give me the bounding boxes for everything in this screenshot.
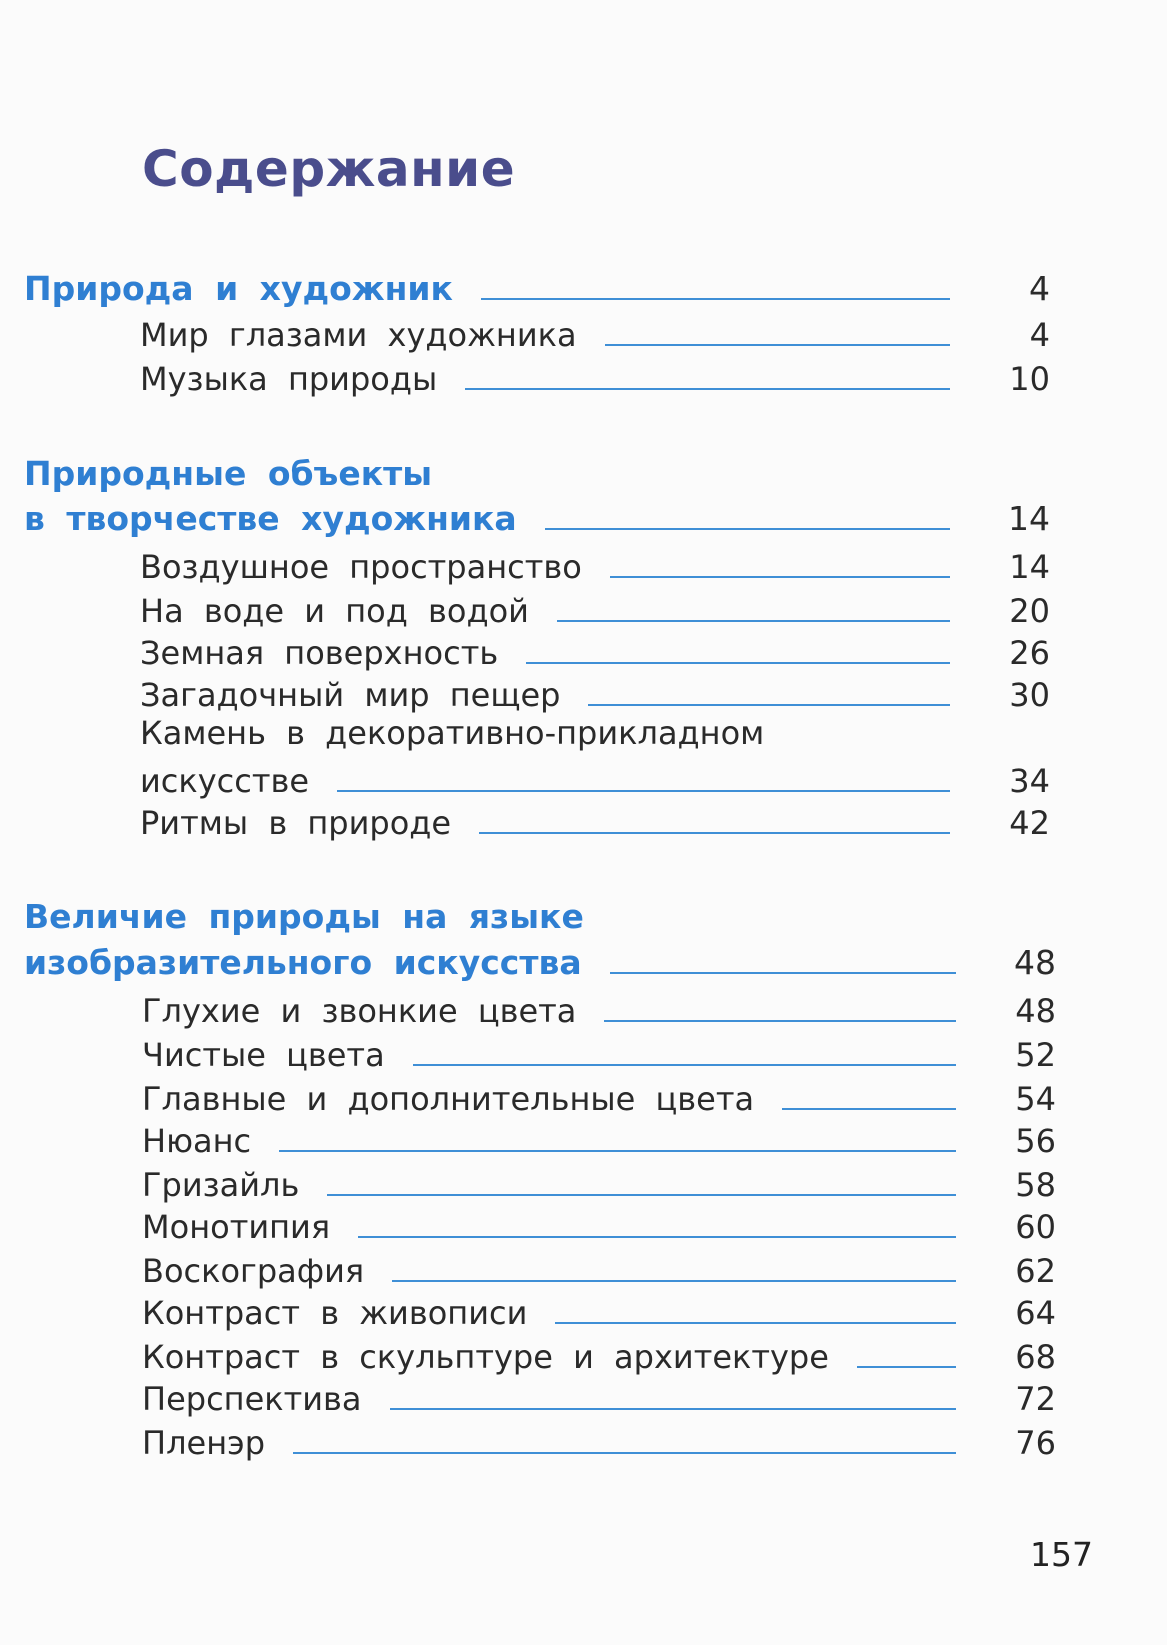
dot-leader [279, 1150, 956, 1152]
item-title: Перспектива [142, 1380, 362, 1418]
toc-item[interactable] [140, 308, 1050, 354]
dot-leader [857, 1366, 956, 1368]
toc-item[interactable] [142, 1028, 1056, 1074]
section-page: 48 [1014, 943, 1056, 982]
section-title: Природа и художник [24, 269, 453, 308]
dot-leader [588, 704, 950, 706]
item-page: 60 [1015, 1208, 1056, 1246]
item-page: 42 [1009, 804, 1050, 842]
toc-item[interactable] [140, 668, 1050, 714]
toc-item[interactable] [142, 1330, 1056, 1376]
dot-leader [610, 576, 950, 578]
dot-leader [782, 1108, 956, 1110]
item-page: 34 [1009, 762, 1050, 800]
item-page: 72 [1015, 1380, 1056, 1418]
dot-leader [358, 1236, 956, 1238]
toc-item[interactable] [142, 984, 1056, 1030]
item-title: Загадочный мир пещер [140, 676, 561, 714]
dot-leader [557, 620, 950, 622]
dot-leader [610, 972, 956, 974]
item-title: Контраст в живописи [142, 1294, 528, 1332]
toc-section[interactable] [24, 492, 1050, 538]
item-page: 4 [1029, 316, 1050, 354]
item-title: искусстве [140, 762, 310, 800]
toc-item[interactable] [142, 1416, 1056, 1462]
toc-item[interactable] [142, 1114, 1056, 1160]
item-page: 26 [1009, 634, 1050, 672]
item-title: Главные и дополнительные цвета [142, 1080, 755, 1118]
item-page: 48 [1015, 992, 1056, 1030]
toc-item[interactable] [142, 1286, 1056, 1332]
page-title: Содержание [142, 140, 516, 198]
item-page: 54 [1015, 1080, 1056, 1118]
toc-item[interactable] [142, 1372, 1056, 1418]
toc-section[interactable] [24, 262, 1050, 308]
item-page: 62 [1015, 1252, 1056, 1290]
dot-leader [526, 662, 950, 664]
item-title: Глухие и звонкие цвета [142, 992, 577, 1030]
toc-item[interactable] [140, 626, 1050, 672]
item-page: 10 [1009, 360, 1050, 398]
dot-leader [413, 1064, 956, 1066]
toc-item[interactable] [142, 1158, 1056, 1204]
dot-leader [465, 388, 950, 390]
toc-item[interactable] [142, 1072, 1056, 1118]
toc-item[interactable] [140, 352, 1050, 398]
dot-leader [293, 1452, 956, 1454]
item-title: Воскография [142, 1252, 365, 1290]
item-page: 56 [1015, 1122, 1056, 1160]
item-page: 20 [1009, 592, 1050, 630]
item-title-line: Камень в декоративно-прикладном [140, 714, 765, 752]
dot-leader [327, 1194, 956, 1196]
section-title-line: Природные объекты [24, 454, 433, 493]
dot-leader [337, 790, 950, 792]
dot-leader [545, 528, 950, 530]
toc-item[interactable] [140, 540, 1050, 586]
page-number: 157 [1030, 1535, 1093, 1574]
item-page: 52 [1015, 1036, 1056, 1074]
section-page: 14 [1008, 499, 1050, 538]
item-title: Пленэр [142, 1424, 265, 1462]
dot-leader [604, 1020, 956, 1022]
dot-leader [390, 1408, 957, 1410]
dot-leader [479, 832, 950, 834]
item-title: Мир глазами художника [140, 316, 577, 354]
item-title: Монотипия [142, 1208, 331, 1246]
toc-item[interactable] [142, 1200, 1056, 1246]
section-title-line: Величие природы на языке [24, 897, 584, 936]
item-page: 68 [1015, 1338, 1056, 1376]
toc-item[interactable] [140, 796, 1050, 842]
item-page: 76 [1015, 1424, 1056, 1462]
item-page: 30 [1009, 676, 1050, 714]
toc-item[interactable] [140, 584, 1050, 630]
item-title: Нюанс [142, 1122, 252, 1160]
item-title: Чистые цвета [142, 1036, 385, 1074]
item-page: 64 [1015, 1294, 1056, 1332]
section-page: 4 [1029, 269, 1050, 308]
dot-leader [481, 298, 950, 300]
dot-leader [605, 344, 950, 346]
section-title: изобразительного искусства [24, 943, 582, 982]
item-title: Музыка природы [140, 360, 438, 398]
item-page: 58 [1015, 1166, 1056, 1204]
toc-item[interactable] [140, 754, 1050, 800]
item-title: Гризайль [142, 1166, 300, 1204]
item-title: На воде и под водой [140, 592, 529, 630]
item-page: 14 [1009, 548, 1050, 586]
item-title: Земная поверхность [140, 634, 499, 672]
item-title: Ритмы в природе [140, 804, 452, 842]
dot-leader [392, 1280, 956, 1282]
item-title: Контраст в скульптуре и архитектуре [142, 1338, 829, 1376]
toc-section[interactable] [24, 936, 1056, 982]
dot-leader [555, 1322, 956, 1324]
toc-item[interactable] [142, 1244, 1056, 1290]
section-title: в творчестве художника [24, 499, 517, 538]
item-title: Воздушное пространство [140, 548, 582, 586]
